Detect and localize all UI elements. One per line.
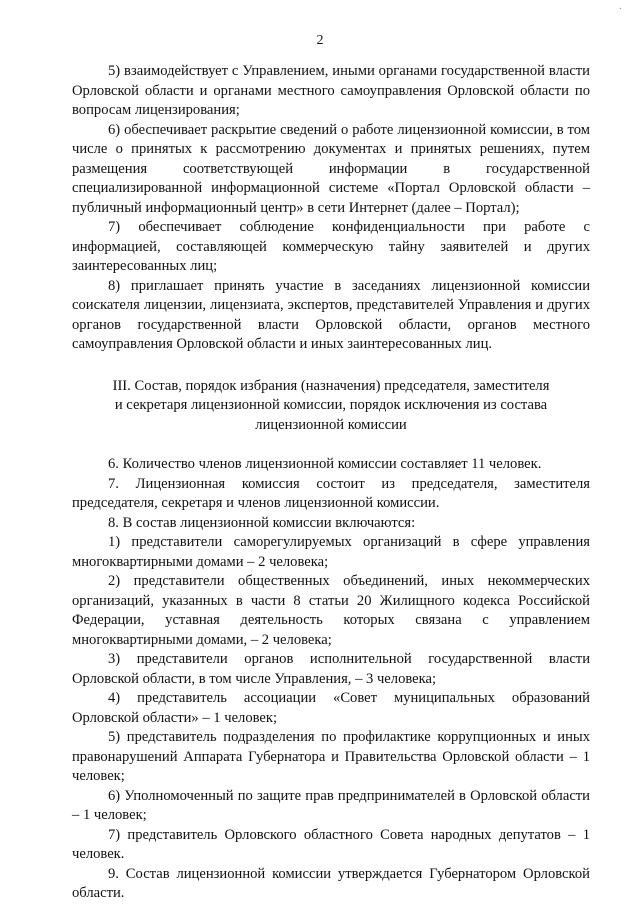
clause-8-item-6: 6) Уполномоченный по защите прав предпринимателей в Орловской области – 1 человек; — [72, 787, 590, 823]
paragraph-item-5: 5) взаимодействует с Управлением, иными органами государственной власти Орловской области и органами местного самоуправления Орловской области по вопросам лицензирования; — [72, 63, 590, 118]
page-number: 2 — [316, 33, 324, 48]
clause-6: 6. Количество членов лицензионной комиссии составляет 11 человек. — [108, 456, 542, 472]
clause-8-item-5: 5) представитель подразделения по профилактике коррупционных и иных правонарушений Аппарата Губернатора и Правительства Орловской области – 1 человек; — [72, 729, 590, 784]
clause-8-item-2: 2) представители общественных объединений, иных некоммерческих организаций, указанных в части 8 статьи 20 Жилищного кодекса Российской Федерации, уставная деятельность которых связана с управлением многоквартирными домами, – 2 человека; — [72, 573, 590, 648]
corner-mark: · — [618, 4, 622, 15]
paragraph-item-6: 6) обеспечивает раскрытие сведений о работе лицензионной комиссии, в том числе о принятых к рассмотрению документах и принятых решениях, путем размещения соответствующей информации в государственной специализированной информационной системе «Портал Орловской области – публичный информационный центр» в сети Интернет (далее – Портал); — [72, 121, 590, 216]
paragraph-item-7: 7) обеспечивает соблюдение конфиденциальности при работе с информацией, составляющей коммерческую тайну заявителей и других заинтересованных лиц; — [72, 219, 590, 274]
clause-8-item-1: 1) представители саморегулируемых организаций в сфере управления многоквартирными домами – 2 человека; — [72, 534, 590, 570]
clause-8-item-3: 3) представители органов исполнительной государственной власти Орловской области, в том числе Управления, – 3 человека; — [72, 651, 590, 687]
clause-8-item-4: 4) представитель ассоциации «Совет муниципальных образований Орловской области» – 1 человек; — [72, 690, 590, 726]
paragraph-item-8: 8) приглашает принять участие в заседаниях лицензионной комиссии соискателя лицензии, лицензиата, экспертов, представителей Управления и других органов государственной власти Орловской области, органов местного самоуправления Орловской области и иных заинтересованных лиц. — [72, 277, 590, 352]
section-heading-line: и секретаря лицензионной комиссии, порядок исключения из состава — [114, 397, 548, 413]
section-heading-line: лицензионной комиссии — [255, 416, 407, 433]
clause-8: 8. В состав лицензионной комиссии включаются: — [108, 514, 416, 531]
document-body — [72, 62, 590, 904]
section-heading-line: III. Состав, порядок избрания (назначения) председателя, заместителя — [112, 377, 550, 394]
clause-7: 7. Лицензионная комиссия состоит из председателя, заместителя председателя, секретаря и членов лицензионной комиссии. — [72, 475, 590, 511]
section-heading — [72, 377, 590, 436]
clause-9: 9. Состав лицензионной комиссии утверждается Губернатором Орловской области. — [72, 865, 590, 901]
clause-8-item-7: 7) представитель Орловского областного Совета народных депутатов – 1 человек. — [72, 826, 590, 862]
